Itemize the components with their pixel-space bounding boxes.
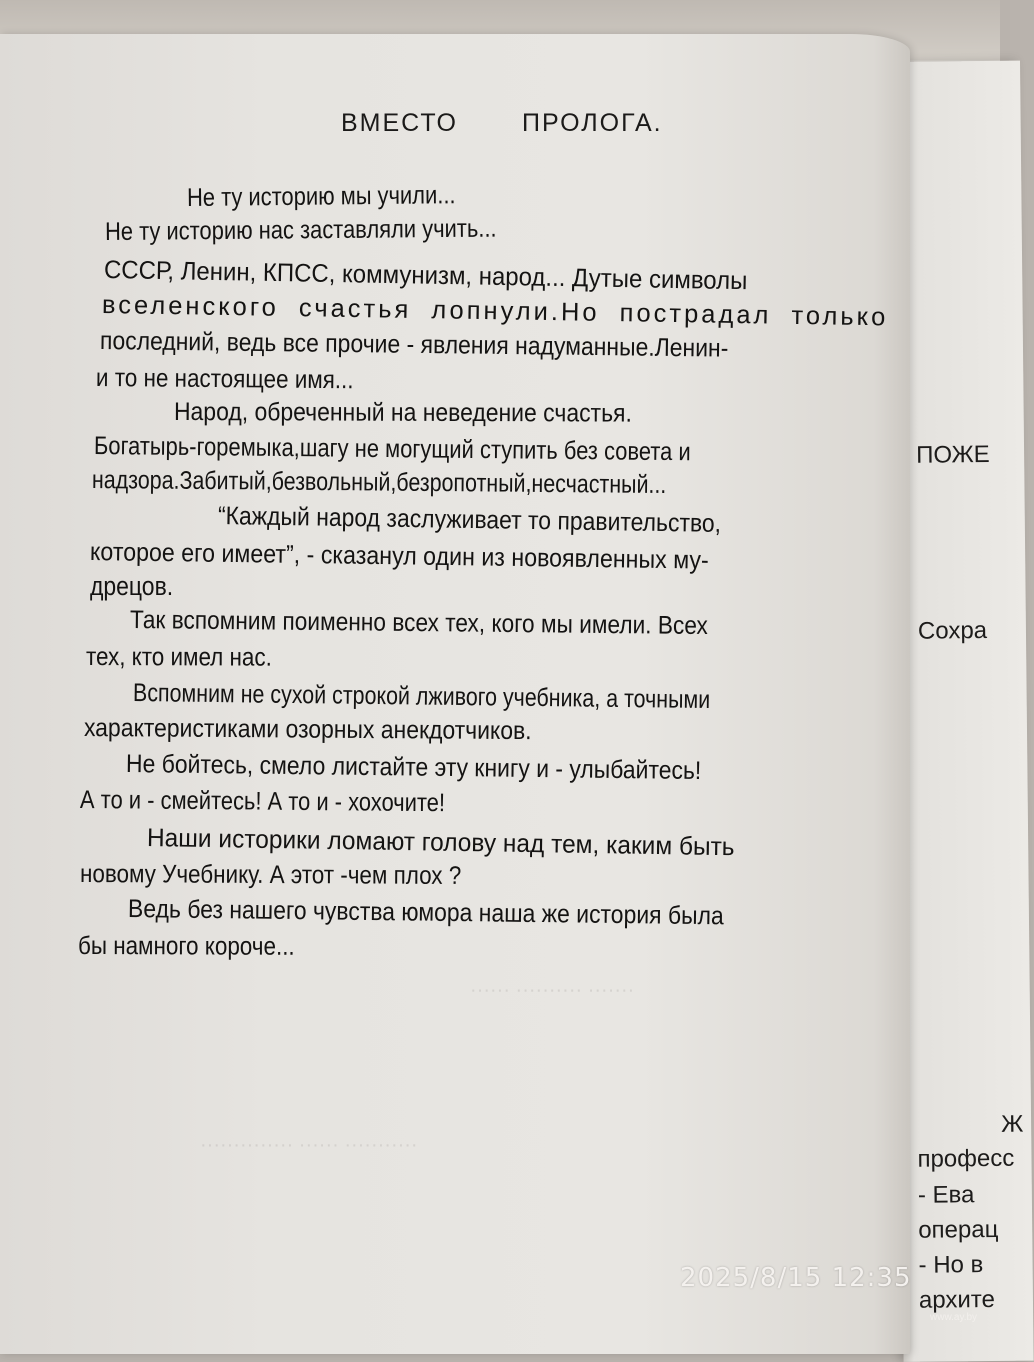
right-page-fragment: архите [918, 1285, 996, 1314]
text-line: новому Учебнику. А этот -чем плох ? [79, 860, 462, 890]
text-line: Не бойтесь, смело листайте эту книгу и - улыбайтесь! [125, 750, 702, 786]
show-through-text: ·············· ······ ··········· [200, 1134, 418, 1156]
book-page [0, 34, 910, 1354]
text-line: которое его имеет”, - сказанул один из новоявленных му- [89, 538, 709, 575]
title-word: ПРОЛОГА. [522, 109, 663, 137]
right-page-fragment: ПОЖЕ [915, 440, 990, 469]
text-line: СССР, Ленин, КПСС, коммунизм, народ... Дутые символы [103, 256, 748, 296]
text-line: А то и - смейтесь! А то и - хохочите! [79, 786, 446, 818]
right-page-fragment: операц [918, 1215, 999, 1244]
camera-timestamp: 2025/8/15 12:35 [680, 1263, 912, 1293]
title-word: ВМЕСТО [341, 109, 458, 137]
text-line: последний, ведь все прочие - явления надуманные.Ленин- [99, 327, 729, 363]
text-line: тех, кто имел нас. [85, 643, 272, 672]
text-line: Народ, обреченный на неведение счастья. [173, 398, 632, 428]
text-line: Ведь без нашего чувства юмора наша же история была [127, 895, 724, 931]
text-line: Богатырь-горемыка,шагу не могущий ступить без совета и [93, 432, 691, 467]
right-page [890, 61, 1034, 1362]
right-page-fragment: - Но в [918, 1251, 984, 1279]
right-page-fragment: професс [917, 1144, 1015, 1173]
text-line: Так вспомним поименно всех тех, кого мы имели. Всех [129, 606, 708, 641]
text-line: Наши историки ломают голову над тем, каким быть [146, 824, 735, 862]
text-line: дрецов. [90, 573, 174, 601]
text-line: бы намного короче... [77, 932, 295, 961]
right-page-fragment: Сохра [917, 617, 988, 645]
text-line: Не ту историю мы учили... [186, 181, 456, 212]
text-line: характеристиками озорных анекдотчиков. [83, 714, 532, 746]
text-line: Вспомним не сухой строкой лживого учебника, а точными [132, 679, 711, 715]
text-line: “Каждый народ заслуживает то правительство, [217, 502, 722, 538]
text-line: Не ту историю нас заставляли учить... [104, 214, 497, 246]
right-page-fragment: Ж [1000, 1110, 1024, 1138]
text-line: вселенского счастья лопнули.Но пострадал только [101, 291, 889, 332]
show-through-text: ······· ·········· ······ [470, 980, 635, 1002]
site-watermark: www.ay.by [930, 1312, 978, 1323]
page-title [341, 109, 663, 138]
text-line: надзора.Забитый,безвольный,безропотный,несчастный... [91, 466, 667, 500]
right-page-fragment: - Ева [917, 1181, 975, 1209]
text-line: и то не настоящее имя... [95, 364, 354, 395]
